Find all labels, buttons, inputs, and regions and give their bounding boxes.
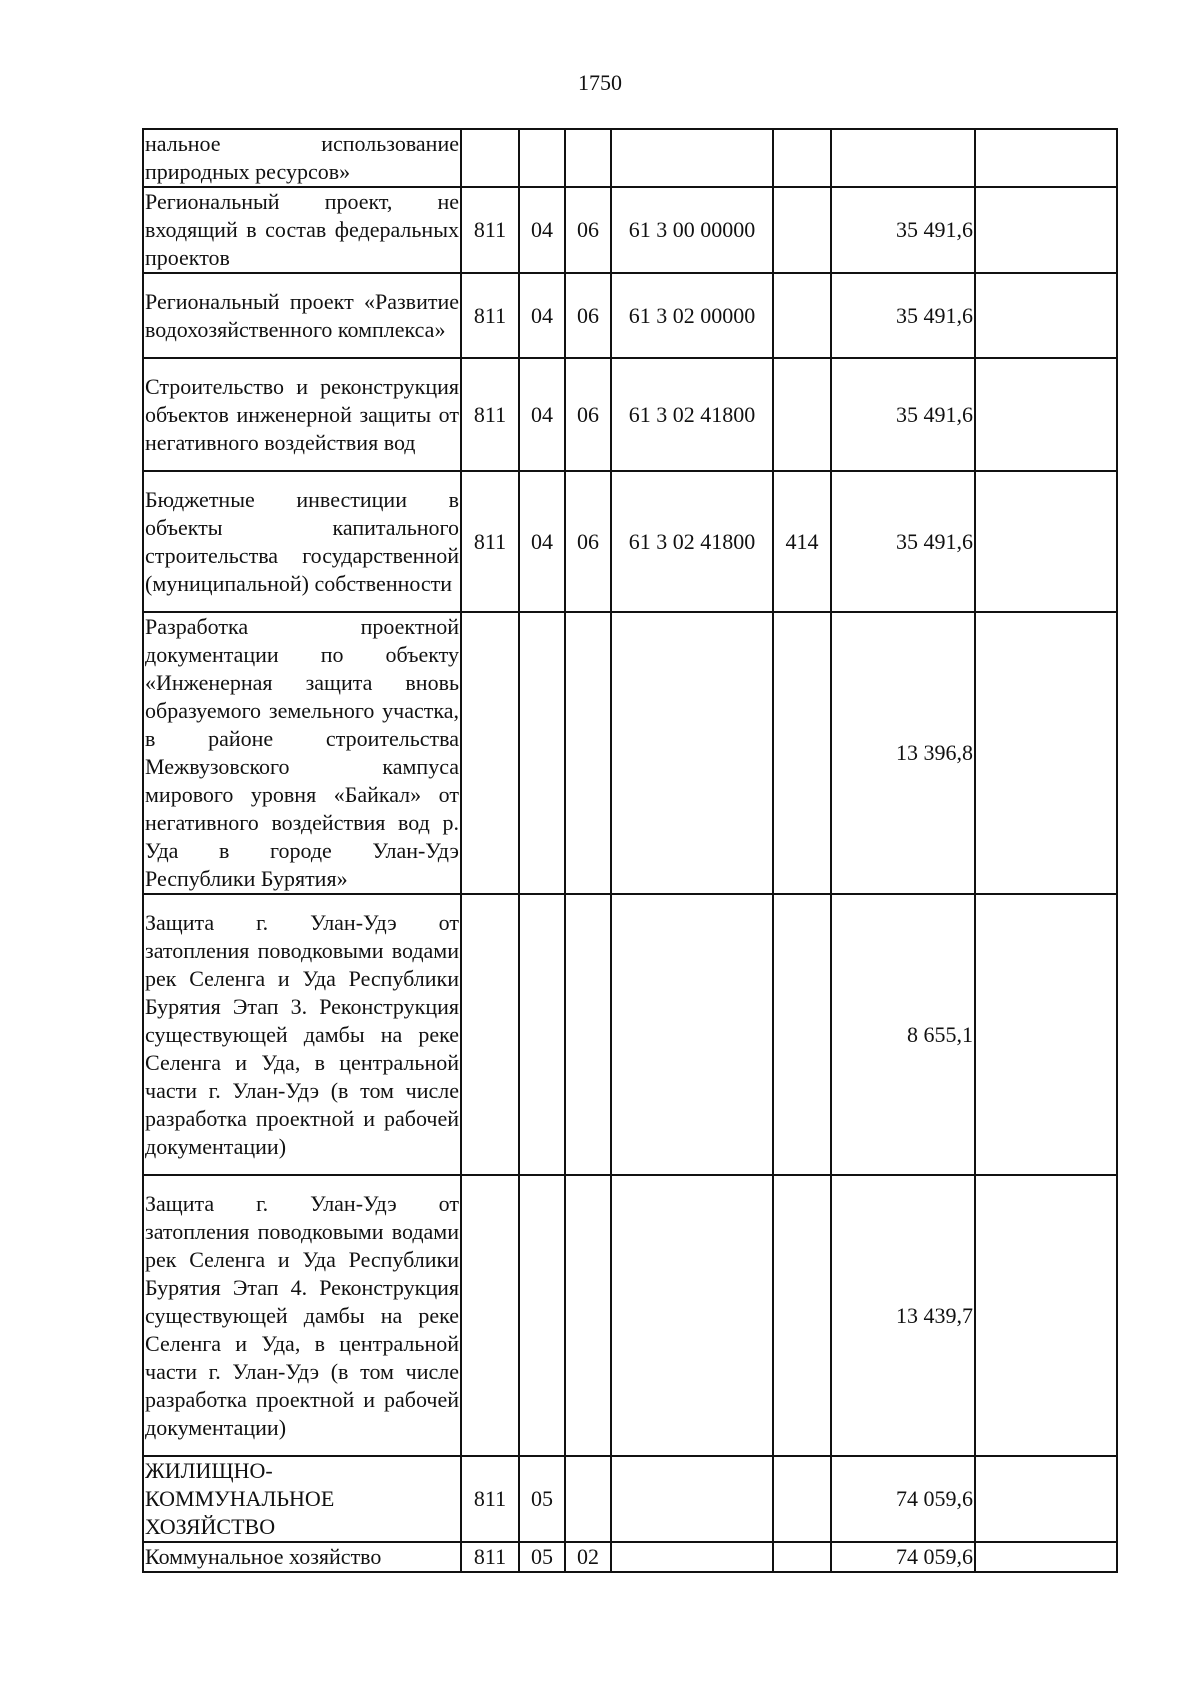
row-subsection: 02 bbox=[565, 1542, 611, 1572]
row-amount: 74 059,6 bbox=[831, 1542, 975, 1572]
row-expense-type bbox=[773, 273, 831, 358]
row-name: ЖИЛИЩНО-КОММУНАЛЬНОЕ ХОЗЯЙСТВО bbox=[143, 1456, 461, 1542]
row-target-article bbox=[611, 1175, 773, 1456]
row-subsection: 06 bbox=[565, 187, 611, 273]
table-row bbox=[143, 187, 1117, 273]
table-row bbox=[143, 471, 1117, 612]
row-expense-type bbox=[773, 894, 831, 1175]
row-section: 04 bbox=[519, 471, 565, 612]
row-name: Региональный проект «Развитие водохозяйственного комплекса» bbox=[143, 273, 461, 358]
row-expense-type bbox=[773, 1175, 831, 1456]
row-extra bbox=[975, 894, 1117, 1175]
row-grbs bbox=[461, 1175, 519, 1456]
row-subsection bbox=[565, 129, 611, 187]
table-row bbox=[143, 273, 1117, 358]
row-expense-type bbox=[773, 129, 831, 187]
row-target-article: 61 3 02 00000 bbox=[611, 273, 773, 358]
row-extra bbox=[975, 471, 1117, 612]
row-target-article: 61 3 02 41800 bbox=[611, 358, 773, 471]
row-amount: 35 491,6 bbox=[831, 187, 975, 273]
row-grbs: 811 bbox=[461, 358, 519, 471]
row-expense-type bbox=[773, 612, 831, 894]
row-section: 04 bbox=[519, 187, 565, 273]
row-target-article bbox=[611, 1542, 773, 1572]
table-row bbox=[143, 358, 1117, 471]
row-name: нальное использование природных ресурсов» bbox=[143, 129, 461, 187]
row-extra bbox=[975, 612, 1117, 894]
row-subsection: 06 bbox=[565, 471, 611, 612]
row-extra bbox=[975, 187, 1117, 273]
row-subsection: 06 bbox=[565, 273, 611, 358]
row-target-article: 61 3 00 00000 bbox=[611, 187, 773, 273]
table-row bbox=[143, 894, 1117, 1175]
row-expense-type bbox=[773, 1456, 831, 1542]
row-expense-type bbox=[773, 187, 831, 273]
row-subsection bbox=[565, 1175, 611, 1456]
row-amount: 74 059,6 bbox=[831, 1456, 975, 1542]
row-extra bbox=[975, 358, 1117, 471]
row-extra bbox=[975, 273, 1117, 358]
row-section bbox=[519, 612, 565, 894]
row-section bbox=[519, 129, 565, 187]
row-section: 04 bbox=[519, 273, 565, 358]
table-row bbox=[143, 1542, 1117, 1572]
row-name: Бюджетные инвестиции в объекты капитального строительства государственной (муниципальной) собственности bbox=[143, 471, 461, 612]
row-expense-type: 414 bbox=[773, 471, 831, 612]
row-amount: 8 655,1 bbox=[831, 894, 975, 1175]
row-grbs: 811 bbox=[461, 1542, 519, 1572]
row-subsection bbox=[565, 1456, 611, 1542]
row-amount bbox=[831, 129, 975, 187]
row-amount: 13 396,8 bbox=[831, 612, 975, 894]
row-subsection bbox=[565, 612, 611, 894]
row-section: 04 bbox=[519, 358, 565, 471]
row-target-article bbox=[611, 894, 773, 1175]
row-name: Разработка проектной документации по объекту «Инженерная защита вновь образуемого земельного участка, в районе строительства Межвузовского кампуса мирового уровня «Байкал» от негативного воздействия вод р. Уда в городе Улан-Удэ Республики Бурятия» bbox=[143, 612, 461, 894]
row-extra bbox=[975, 1542, 1117, 1572]
row-name: Строительство и реконструкция объектов инженерной защиты от негативного воздействия вод bbox=[143, 358, 461, 471]
row-name: Защита г. Улан-Удэ от затопления поводковыми водами рек Селенга и Уда Республики Бурятия Этап 3. Реконструкция существующей дамбы на реке Селенга и Уда, в центральной части г. Улан-Удэ (в том числе разработка проектной и рабочей документации) bbox=[143, 894, 461, 1175]
row-target-article bbox=[611, 612, 773, 894]
budget-table bbox=[142, 128, 1118, 1573]
row-extra bbox=[975, 129, 1117, 187]
row-section: 05 bbox=[519, 1542, 565, 1572]
row-grbs: 811 bbox=[461, 471, 519, 612]
row-extra bbox=[975, 1456, 1117, 1542]
row-subsection bbox=[565, 894, 611, 1175]
table-row bbox=[143, 129, 1117, 187]
row-section bbox=[519, 1175, 565, 1456]
row-amount: 35 491,6 bbox=[831, 471, 975, 612]
row-amount: 35 491,6 bbox=[831, 273, 975, 358]
row-grbs bbox=[461, 894, 519, 1175]
row-expense-type bbox=[773, 1542, 831, 1572]
row-target-article: 61 3 02 41800 bbox=[611, 471, 773, 612]
row-expense-type bbox=[773, 358, 831, 471]
row-extra bbox=[975, 1175, 1117, 1456]
row-name: Коммунальное хозяйство bbox=[143, 1542, 461, 1572]
row-amount: 35 491,6 bbox=[831, 358, 975, 471]
row-section bbox=[519, 894, 565, 1175]
row-grbs bbox=[461, 129, 519, 187]
row-section: 05 bbox=[519, 1456, 565, 1542]
row-amount: 13 439,7 bbox=[831, 1175, 975, 1456]
table-row bbox=[143, 612, 1117, 894]
row-name: Региональный проект, не входящий в состав федеральных проектов bbox=[143, 187, 461, 273]
row-grbs bbox=[461, 612, 519, 894]
row-grbs: 811 bbox=[461, 187, 519, 273]
page-number: 1750 bbox=[578, 70, 622, 95]
table-row bbox=[143, 1456, 1117, 1542]
row-subsection: 06 bbox=[565, 358, 611, 471]
row-grbs: 811 bbox=[461, 1456, 519, 1542]
table-row bbox=[143, 1175, 1117, 1456]
row-name: Защита г. Улан-Удэ от затопления поводковыми водами рек Селенга и Уда Республики Бурятия Этап 4. Реконструкция существующей дамбы на реке Селенга и Уда, в центральной части г. Улан-Удэ (в том числе разработка проектной и рабочей документации) bbox=[143, 1175, 461, 1456]
row-target-article bbox=[611, 1456, 773, 1542]
row-target-article bbox=[611, 129, 773, 187]
row-grbs: 811 bbox=[461, 273, 519, 358]
